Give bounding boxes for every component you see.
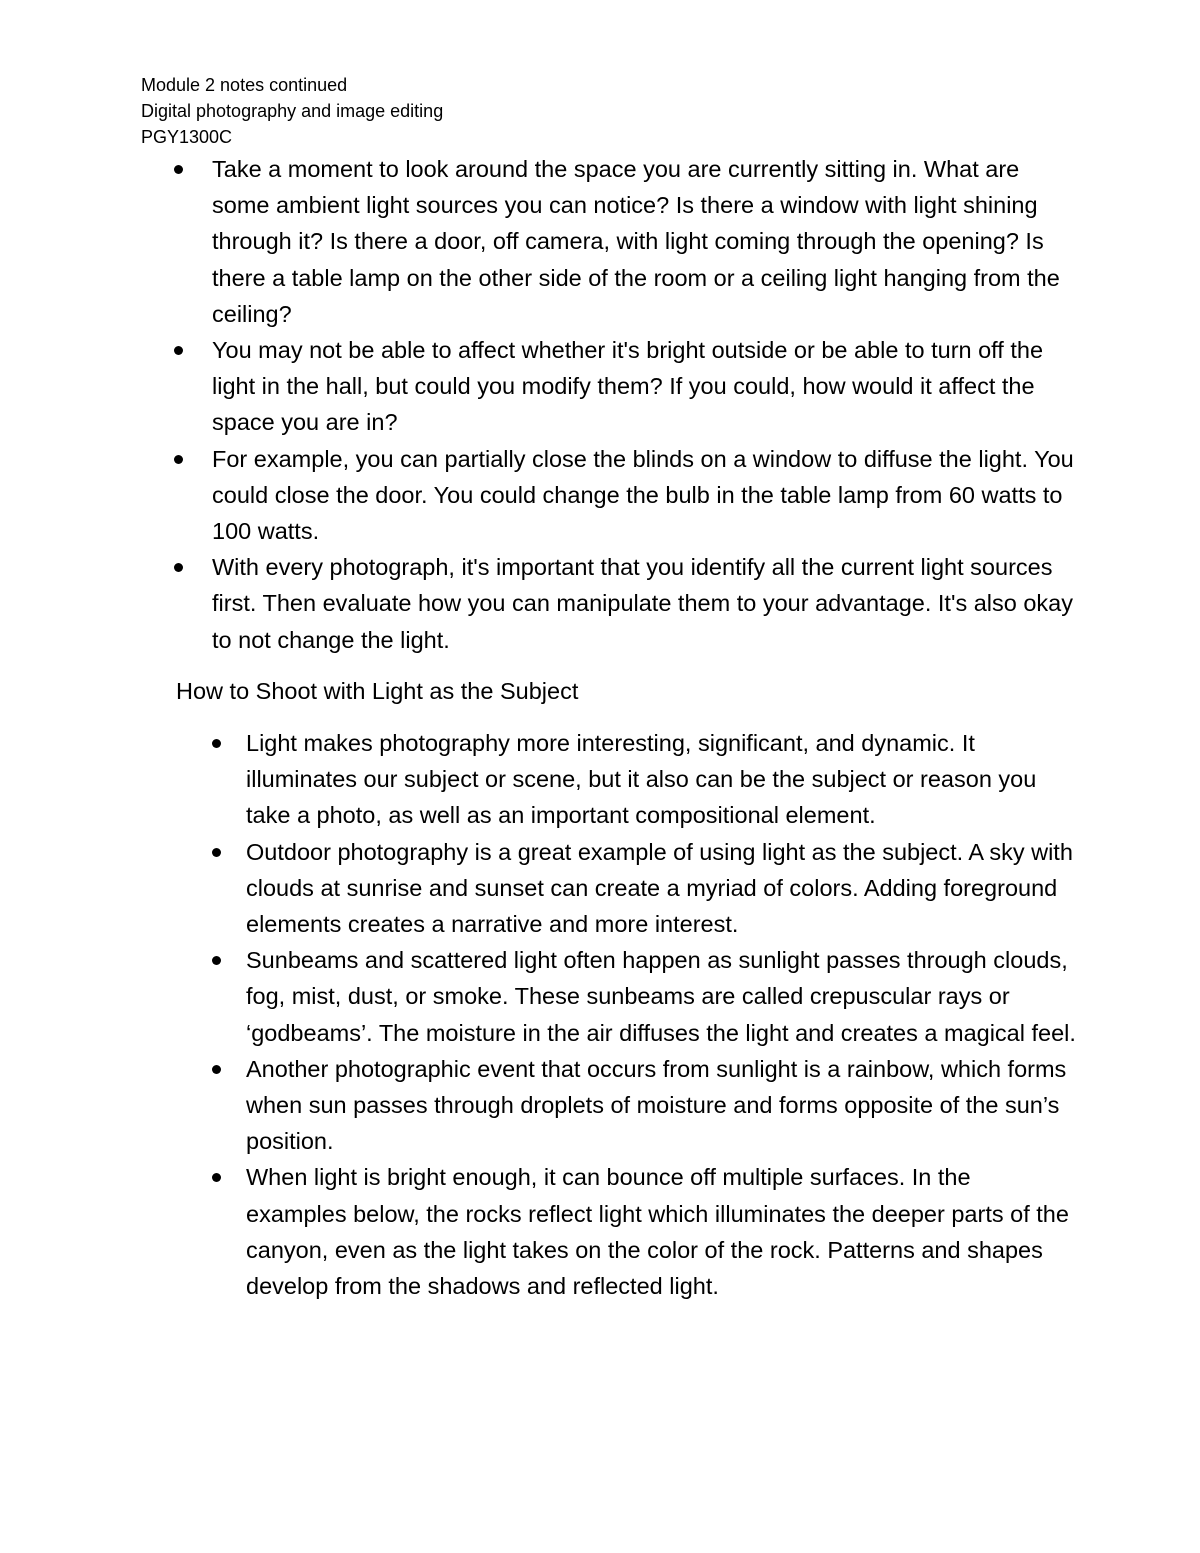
bullet-icon bbox=[212, 848, 221, 857]
header-course-name: Digital photography and image editing bbox=[141, 101, 444, 121]
list-item bbox=[141, 151, 1081, 332]
list-item bbox=[176, 1159, 1076, 1304]
list-item bbox=[176, 1051, 1076, 1160]
bullet-icon bbox=[174, 165, 183, 174]
list-item bbox=[176, 834, 1076, 943]
bullet-icon bbox=[212, 739, 221, 748]
section-heading: How to Shoot with Light as the Subject bbox=[176, 678, 579, 704]
bullet-icon bbox=[212, 1065, 221, 1074]
light-as-subject-bullet-list bbox=[176, 725, 1076, 1304]
list-item bbox=[176, 725, 1076, 834]
list-item-text: For example, you can partially close the blinds on a window to diffuse the light. You could close the door. You could change the bulb in the table lamp from 60 watts to 100 watts. bbox=[212, 445, 1074, 545]
list-item bbox=[141, 441, 1081, 550]
header-course-code: PGY1300C bbox=[141, 127, 233, 147]
list-item bbox=[141, 549, 1081, 658]
list-item-text: You may not be able to affect whether it's bright outside or be able to turn off the light in the hall, but could you modify them? If you could, how would it affect the space you are in? bbox=[212, 337, 1044, 436]
bullet-icon bbox=[174, 563, 183, 572]
list-item bbox=[176, 942, 1076, 1051]
bullet-icon bbox=[174, 455, 183, 464]
bullet-icon bbox=[174, 346, 183, 355]
list-item-text: With every photograph, it's important that you identify all the current light sources first. Then evaluate how you can manipulate them to your advantage. It's also okay to not change the light. bbox=[212, 554, 1073, 653]
list-item-text: Light makes photography more interesting, significant, and dynamic. It illuminates our subject or scene, but it also can be the subject or reason you take a photo, as well as an important compositional element. bbox=[246, 730, 1037, 829]
list-item-text: Another photographic event that occurs from sunlight is a rainbow, which forms when sun passes through droplets of moisture and forms opposite of the sun’s position. bbox=[246, 1055, 1067, 1155]
list-item-text: Outdoor photography is a great example of using light as the subject. A sky with clouds at sunrise and sunset can create a myriad of colors. Adding foreground elements creates a narrative and more interest. bbox=[246, 838, 1073, 938]
ambient-light-bullet-list bbox=[141, 151, 1081, 658]
document-header bbox=[141, 72, 443, 150]
list-item-text: Sunbeams and scattered light often happen as sunlight passes through clouds, fog, mist, dust, or smoke. These sunbeams are called crepuscular rays or ‘godbeams’. The moisture in the air diffuses the light and creates a magical feel. bbox=[246, 947, 1076, 1046]
list-item-text: When light is bright enough, it can bounce off multiple surfaces. In the examples below, the rocks reflect light which illuminates the deeper parts of the canyon, even as the light takes on the color of the rock. Patterns and shapes develop from the shadows and reflected light. bbox=[246, 1164, 1069, 1300]
list-item-text: Take a moment to look around the space you are currently sitting in. What are some ambient light sources you can notice? Is there a window with light shining through it? Is there a door, off camera, with light coming through the opening? Is there a table lamp on the other side of the room or a ceiling light hanging from the ceiling? bbox=[212, 156, 1060, 327]
header-module-title: Module 2 notes continued bbox=[141, 75, 348, 95]
list-item bbox=[141, 332, 1081, 441]
bullet-icon bbox=[212, 956, 221, 965]
bullet-icon bbox=[212, 1173, 221, 1182]
